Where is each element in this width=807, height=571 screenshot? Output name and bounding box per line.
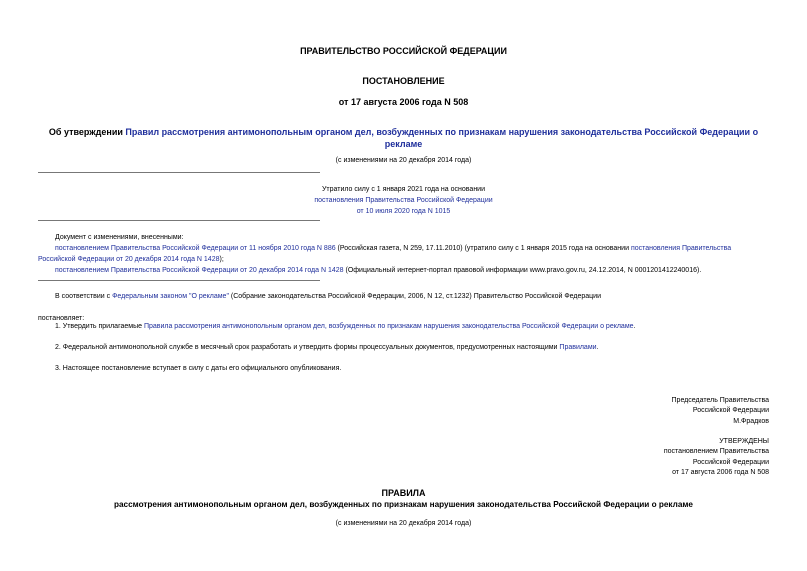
expired-decree-date-link[interactable]: от 10 июля 2020 года N 1015 — [356, 208, 451, 215]
advertising-law-link[interactable]: Федеральным законом "О рекламе" — [112, 293, 229, 300]
expired-line-1: Утратило силу с 1 января 2021 года на основании — [321, 186, 486, 193]
document-title — [0, 126, 807, 150]
signature-line-1: Председатель Правительства — [671, 397, 769, 404]
change-decree-1428-link[interactable]: постановлением Правительства Российской Федерации от 20 декабря 2014 года N 1428 — [55, 267, 344, 274]
separator-3 — [38, 280, 320, 281]
paragraph-2-suffix: . — [596, 344, 599, 351]
decides-label: постановляет: — [38, 315, 85, 322]
approved-line-2: постановлением Правительства — [663, 448, 769, 456]
change-1-tail: ); — [219, 256, 224, 263]
change-decree-1428-link-b[interactable]: Российской Федерации от 20 декабря 2014 года N 1428 — [38, 256, 220, 263]
approved-line-1: УТВЕРЖДЕНЫ — [719, 438, 769, 445]
separator-1 — [38, 172, 320, 173]
approved-block — [664, 437, 769, 479]
change-1-text: (Российская газета, N 259, 17.11.2010) (утратило силу с 1 января 2015 года на основании — [335, 245, 631, 252]
changes-intro: Документ с изменениями, внесенными: — [55, 234, 184, 241]
change-decree-1428-link-a[interactable]: постановления Правительства — [630, 245, 732, 252]
signature-block — [672, 396, 769, 427]
preamble — [55, 293, 768, 300]
rules-link[interactable]: Правила рассмотрения антимонопольным органом дел, возбужденных по признакам нарушения законодательства Российской Федерации о рекламе — [143, 323, 634, 330]
approved-line-3: Российской Федерации — [692, 458, 769, 466]
rules-amendments-note: (с изменениями на 20 декабря 2014 года) — [335, 520, 472, 527]
paragraph-2 — [55, 344, 768, 351]
title-prefix: Об утверждении — [48, 127, 126, 137]
paragraph-1-prefix: 1. Утвердить прилагаемые — [55, 323, 144, 330]
document-date: от 17 августа 2006 года N 508 — [338, 97, 469, 107]
amendments-note: (с изменениями на 20 декабря 2014 года) — [335, 157, 472, 164]
government-name: ПРАВИТЕЛЬСТВО РОССИЙСКОЙ ФЕДЕРАЦИИ — [300, 46, 507, 56]
approved-line-4: от 17 августа 2006 года N 508 — [672, 469, 769, 477]
signature-line-3: М.Фрадков — [733, 417, 769, 425]
title-link-continued[interactable]: рекламе — [384, 139, 423, 149]
rules-subtitle: рассмотрения антимонопольным органом дел, возбужденных по признакам нарушения законодательства Российской Федерации о рекламе — [114, 500, 693, 509]
change-2-text: (Официальный интернет-портал правовой информации www.pravo.gov.ru, 24.12.2014, N 0001201412240016). — [343, 267, 702, 274]
separator-2 — [38, 220, 320, 221]
preamble-prefix: В соответствии с — [55, 293, 113, 300]
changes-item-1-cont — [38, 254, 768, 265]
paragraph-2-prefix: 2. Федеральной антимонопольной службе в месячный срок разработать и утвердить формы процессуальных документов, предусмотренных настоящими — [55, 344, 560, 351]
changes-block — [55, 232, 768, 254]
preamble-suffix: (Собрание законодательства Российской Федерации, 2006, N 12, ст.1232) Правительство Российской Федерации — [228, 293, 601, 300]
paragraph-1-suffix: . — [633, 323, 636, 330]
expired-notice — [0, 184, 807, 217]
document-type: ПОСТАНОВЛЕНИЕ — [362, 76, 445, 86]
paragraph-1 — [55, 323, 768, 330]
title-link[interactable]: Правил рассмотрения антимонопольным органом дел, возбужденных по признакам нарушения законодательства Российской Федерации о — [125, 127, 759, 137]
rules-title: ПРАВИЛА — [381, 488, 426, 498]
paragraph-3: 3. Настоящее постановление вступает в силу с даты его официального опубликования. — [55, 365, 342, 372]
expired-decree-link[interactable]: постановления Правительства Российской Федерации — [314, 197, 493, 204]
rules-short-link[interactable]: Правилами — [559, 344, 597, 351]
changes-item-1 — [55, 243, 768, 254]
changes-item-2 — [55, 265, 768, 276]
signature-line-2: Российской Федерации — [692, 407, 769, 415]
change-decree-886-link[interactable]: постановлением Правительства Российской Федерации от 11 ноября 2010 года N 886 — [55, 245, 336, 252]
